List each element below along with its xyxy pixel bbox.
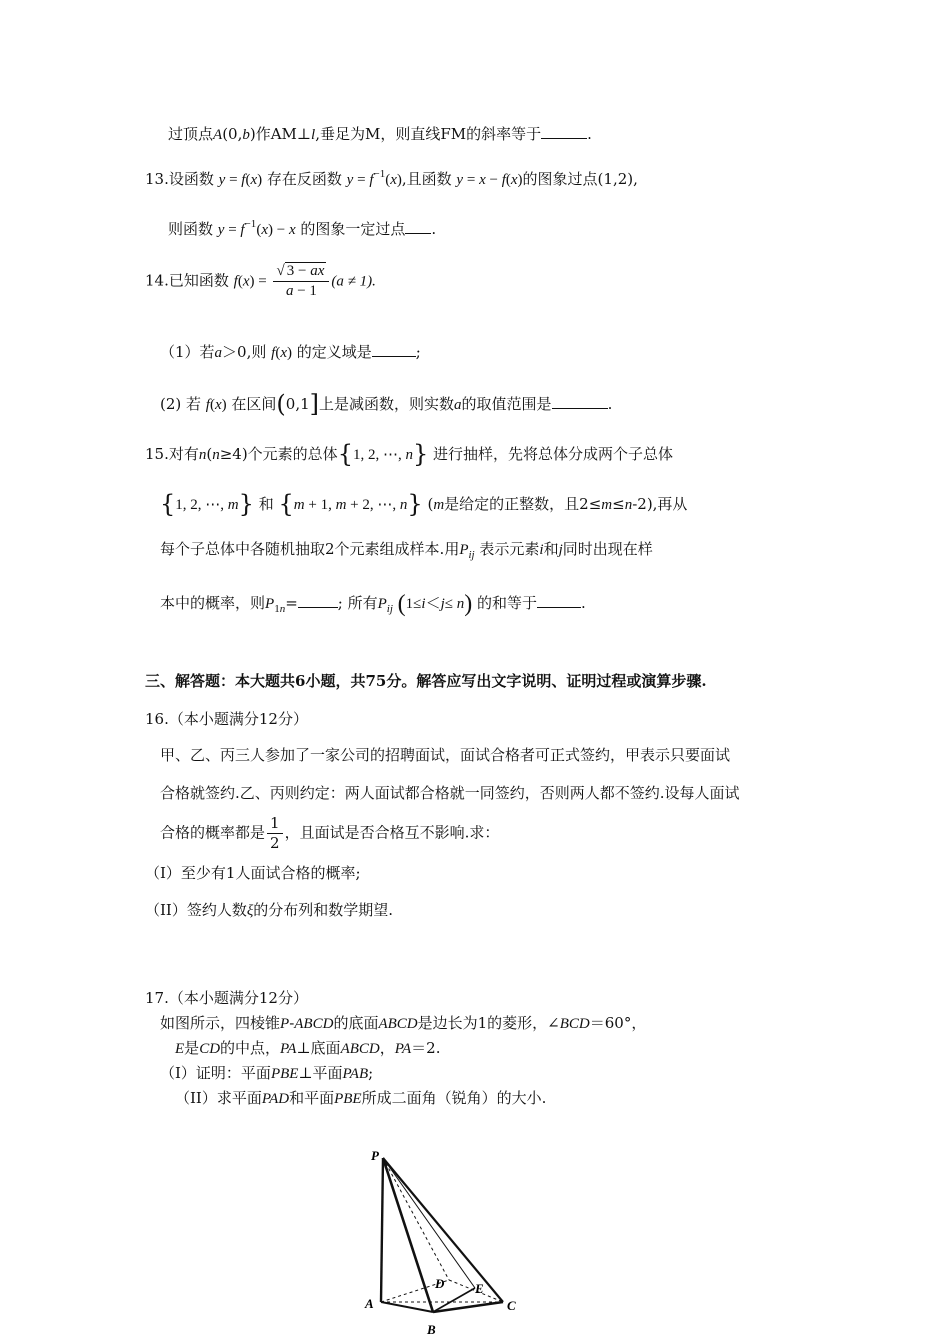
- line-12-tail: 过顶点A(0,b)作AM⊥l,垂足为M，则直线FM的斜率等于 .: [168, 125, 592, 143]
- question-14-part2: (2) 若 f(x) 在区间(0,1]上是减函数，则实数a的取值范围是 .: [160, 390, 613, 418]
- question-16-head: 16.（本小题满分12分）: [145, 710, 308, 728]
- question-16-p3: 合格的概率都是 $\frac{1}{2}$ ，且面试是否合格互不影响.求：: [160, 814, 500, 852]
- vertex-label-e: E: [475, 1281, 484, 1296]
- answer-blank: [541, 124, 587, 139]
- answer-blank: [298, 593, 338, 608]
- vertex-label-b: B: [427, 1322, 436, 1337]
- section-3-heading: 三、解答题：本大题共6小题，共75分。解答应写出文字说明、证明过程或演算步骤.: [145, 672, 707, 690]
- question-15-line3: 每个子总体中各随机抽取2个元素组成样本.用$P_{ij}$ 表示元素i和j同时出现在样: [160, 540, 653, 561]
- question-16-p2: 合格就签约.乙、丙则约定：两人面试都合格就一同签约，否则两人都不签约.设每人面试: [160, 784, 740, 802]
- question-17-line1: 如图所示，四棱锥P-ABCD的底面ABCD是边长为1的菱形，∠BCD＝60°，: [160, 1014, 647, 1032]
- vertex-label-p: P: [371, 1148, 379, 1163]
- question-16-p1: 甲、乙、丙三人参加了一家公司的招聘面试，面试合格者可正式签约，甲表示只要面试: [160, 746, 731, 764]
- edge-bc: [433, 1302, 503, 1312]
- fraction: $\frac{√ 3 - ax}{a - 1}$: [273, 262, 329, 301]
- fraction-one-half: $\frac{1}{2}$: [267, 814, 283, 853]
- question-17-line4: （II）求平面PAD和平面PBE所成二面角（锐角）的大小.: [175, 1089, 547, 1107]
- pyramid-figure: [355, 1140, 545, 1344]
- question-13-line1: 13.设函数 y = f(x) 存在反函数 $y = f^{-1}(x)$,且函数 y = x − f(x)的图象过点(1,2),: [145, 168, 638, 188]
- answer-blank: [552, 394, 608, 409]
- vertex-label-c: C: [507, 1298, 516, 1313]
- question-15-line1: 15.对有n(n≥4)个元素的总体{1, 2, ⋯, n} 进行抽样，先将总体分成两个子总体: [145, 440, 674, 468]
- answer-blank: [405, 219, 431, 234]
- question-15-line2: {1, 2, ⋯, m} 和 {m + 1, m + 2, ⋯, n} (m是给定的正整数，且2≤m≤n-2),再从: [160, 490, 688, 518]
- question-17-line2: E是CD的中点，PA⊥底面ABCD，PA＝2.: [175, 1039, 441, 1057]
- answer-blank: [537, 593, 581, 608]
- edge-ab: [381, 1302, 433, 1312]
- vertex-label-d: D: [435, 1276, 445, 1291]
- question-13-line2: 则函数 $y = f^{-1}(x) - x$ 的图象一定过点 .: [168, 218, 437, 238]
- question-14-part1: （1）若a＞0,则 f(x) 的定义域是 ;: [160, 343, 421, 361]
- question-15-line4: 本中的概率，则$P_{1n}=$ ; 所有$P_{ij}$ (1≤i＜j≤ n) 的和等于 .: [160, 591, 586, 617]
- edge-pe: [383, 1158, 475, 1288]
- question-16-i1: （I）至少有1人面试合格的概率;: [145, 864, 361, 882]
- question-16-i2: （II）签约人数ξ的分布列和数学期望.: [145, 901, 394, 919]
- question-17-head: 17.（本小题满分12分）: [145, 989, 308, 1007]
- answer-blank: [372, 342, 416, 357]
- vertex-label-a: A: [365, 1296, 374, 1311]
- question-14-line1: 14.已知函数 f(x) = $\frac{√ 3 - ax}{a - 1}$ (a ≠ 1).: [145, 263, 376, 299]
- edge-pa: [381, 1158, 383, 1302]
- edge-pb: [383, 1158, 433, 1312]
- question-17-line3: （I）证明：平面PBE⊥平面PAB;: [160, 1064, 374, 1082]
